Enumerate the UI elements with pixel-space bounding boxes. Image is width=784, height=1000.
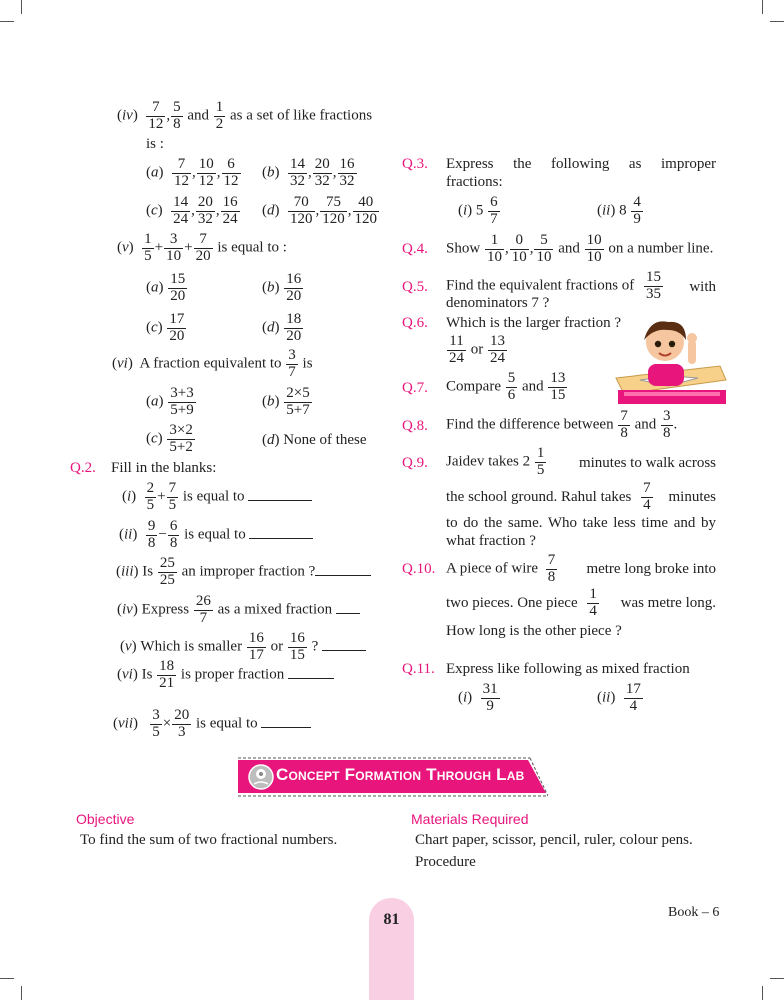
blank-vi: (vi) Is $\frac{18}{21}$ is proper fraction — [117, 659, 334, 692]
question-line: the school ground. Rahul takes $\frac{7}{4}$ minutes — [446, 480, 716, 514]
question-fractions: $\frac{11}{24}$ or $\frac{13}{24}$ — [449, 333, 505, 366]
procedure-label: Procedure — [415, 854, 476, 870]
answer-blank[interactable] — [336, 612, 360, 614]
question-text: fractions: — [446, 174, 503, 190]
question-line: two pieces. One piece $\frac{1}{4}$ was metre long. — [446, 586, 716, 620]
crop-mark — [0, 978, 14, 979]
question-line: A piece of wire $\frac{7}{8}$ metre long broke into — [446, 552, 716, 585]
question-number: Q.11. — [402, 661, 435, 677]
question-text: is : — [146, 136, 164, 152]
question-number: Q.6. — [402, 315, 428, 331]
question-line: Jaidev takes 2 $\frac{1}{5}$ minutes to walk across — [446, 445, 716, 478]
option-c: (c) $\frac{3\times 2}{5+2}$ — [146, 422, 193, 455]
answer-blank[interactable] — [322, 649, 366, 651]
concept-lab-banner — [238, 757, 548, 797]
crop-mark — [21, 0, 22, 14]
question-number: Q.3. — [402, 156, 428, 172]
option-a: (a) $\frac{3+3}{5+9}$ — [146, 385, 194, 418]
answer-blank[interactable] — [261, 726, 311, 728]
question-line: what fraction ? — [446, 533, 536, 549]
answer-blank[interactable] — [249, 537, 313, 539]
objective-text: To find the sum of two fractional numbers. — [80, 832, 338, 848]
crop-mark — [762, 986, 763, 1000]
fraction: $\frac{1}{2}$ — [215, 99, 224, 132]
question-line: to do the same. Who take less time and by — [446, 515, 716, 531]
part-ii: (ii) 8 $\frac{4}{9}$ — [597, 194, 641, 227]
answer-blank[interactable] — [248, 499, 312, 501]
option-c: (c) $\frac{14}{24}$ , $\frac{20}{32}$ , $\frac{16}{24}$ — [146, 194, 238, 227]
part-i: (i) 5 $\frac{6}{7}$ — [458, 194, 498, 227]
book-label: Book – 6 — [668, 905, 720, 920]
question-number: Q.10. — [402, 561, 436, 577]
option-iv-question: (iv) $\frac{7}{12}$ , $\frac{5}{8}$ and $\frac{1}{2}$ as a set of like fractions — [117, 99, 373, 132]
option-a: (a) $\frac{7}{12}$ , $\frac{10}{12}$ , $\frac{6}{12}$ — [146, 156, 239, 189]
boy-reading-illustration — [610, 316, 730, 408]
part-ii: (ii) $\frac{17}{4}$ — [597, 681, 641, 714]
question-number: Q.2. — [70, 460, 96, 476]
question-number: Q.4. — [402, 241, 428, 257]
question-text: Compare $\frac{5}{6}$ and $\frac{13}{15}$ — [446, 370, 566, 403]
option-b: (b) $\frac{16}{20}$ — [262, 271, 302, 304]
blank-i: (i) $\frac{2}{5}$ + $\frac{7}{5}$ is equal to — [122, 481, 312, 514]
option-d: (d) None of these — [262, 432, 367, 448]
crop-mark — [0, 21, 14, 22]
question-text: Express the following as improper — [446, 156, 716, 172]
question-number: Q.8. — [402, 418, 428, 434]
blank-vii: (vii) $\frac{3}{5}$ × $\frac{20}{3}$ is equal to — [113, 708, 311, 741]
answer-blank[interactable] — [315, 574, 371, 576]
blank-v: (v) Which is smaller $\frac{16}{17}$ or $\frac{16}{15}$ ? — [120, 631, 366, 664]
question-text: denominators 7 ? — [446, 295, 550, 311]
question-number: Q.7. — [402, 380, 428, 396]
option-b: (b) $\frac{2\times 5}{5+7}$ — [262, 385, 310, 418]
question-title: Fill in the blanks: — [111, 460, 217, 476]
question-text: Find the difference between $\frac{7}{8}$ and $\frac{3}{8}$ . — [446, 408, 678, 441]
crop-mark — [770, 21, 784, 22]
option-b: (b) $\frac{14}{32}$ , $\frac{20}{32}$ , $\frac{16}{32}$ — [262, 156, 355, 189]
option-v-question: (v) $\frac{1}{5}$ + $\frac{3}{10}$ + $\frac{7}{20}$ is equal to : — [117, 231, 287, 264]
question-text: Which is the larger fraction ? — [446, 315, 622, 331]
objective-heading: Objective — [76, 811, 135, 827]
part-i: (i) $\frac{31}{9}$ — [458, 681, 498, 714]
blank-iii: (iii) Is $\frac{25}{25}$ an improper fraction ? — [116, 556, 371, 589]
option-a: (a) $\frac{15}{20}$ — [146, 271, 186, 304]
option-d: (d) $\frac{18}{20}$ — [262, 311, 302, 344]
blank-iv: (iv) Express $\frac{26}{7}$ as a mixed fraction — [117, 594, 360, 627]
crop-mark — [21, 986, 22, 1000]
materials-heading: Materials Required — [411, 811, 529, 827]
crop-mark — [762, 0, 763, 14]
crop-mark — [770, 978, 784, 979]
page-number: 81 — [383, 911, 400, 928]
option-c: (c) $\frac{17}{20}$ — [146, 311, 185, 344]
question-text: Find the equivalent fractions of $\frac{15}{35}$ with — [446, 269, 716, 302]
question-text: Express like following as mixed fraction — [446, 661, 690, 677]
fraction: $\frac{7}{12}$ — [148, 99, 164, 132]
question-number: Q.5. — [402, 279, 428, 295]
answer-blank[interactable] — [288, 677, 334, 679]
question-number: Q.9. — [402, 455, 428, 471]
banner-title: Concept Formation Through Lab — [276, 765, 525, 784]
option-vi-question: (vi) A fraction equivalent to $\frac{3}{7}$ is — [112, 347, 313, 380]
question-line: How long is the other piece ? — [446, 623, 622, 639]
option-d: (d) $\frac{70}{120}$ , $\frac{75}{120}$ , $\frac{40}{120}$ — [262, 194, 377, 227]
materials-text: Chart paper, scissor, pencil, ruler, colour pens. — [415, 832, 693, 848]
question-text: Show $\frac{1}{10}$ , $\frac{0}{10}$ , $\frac{5}{10}$ and $\frac{10}{10}$ on a number line. — [446, 232, 714, 265]
fraction: $\frac{5}{8}$ — [173, 99, 181, 132]
gear-head-icon — [246, 762, 276, 792]
blank-ii: (ii) $\frac{9}{8}$ − $\frac{6}{8}$ is equal to — [119, 519, 313, 552]
